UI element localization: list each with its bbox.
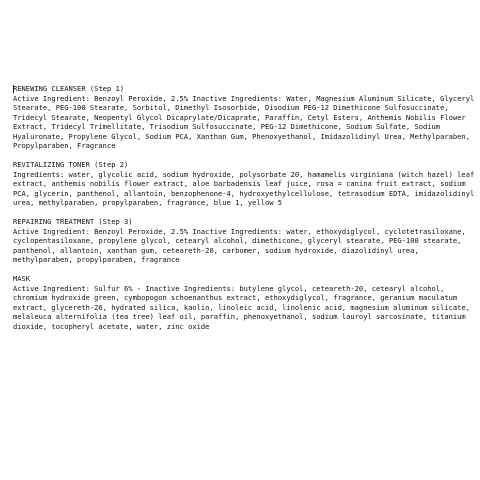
section-ingredients-text: Active Ingredient: Sulfur 6% - Inactive Ingredients: butylene glycol, ceteareth-20, cetearyl alcohol, chromium hydroxide green, cymbopogon schoenanthus extract, ethoxydiglycol, fragrance, geranium maculatum extract, glycereth-26, hydrated silica, kaolin, linoleic acid, linolenic acid, magnesium aluminum silicate, melaleuca alternifolia (tea tree) leaf oil, paraffin, phenoxyethanol, sodium lauroyl sarcosinate, titanium dioxide, tocopheryl acetate, water, zinc oxide xyxy=(13,283,470,331)
section-renewing-cleanser xyxy=(13,84,475,151)
section-repairing-treatment xyxy=(13,217,475,265)
section-heading: MASK xyxy=(13,274,31,283)
section-ingredients-text: Ingredients: water, glycolic acid, sodium hydroxide, polysorbate 20, hamamelis virginiana (witch hazel) leaf extract, anthemis nobilis flower extract, aloe barbadensis leaf juice, rosa = canina fruit extract, sodium PCA, glycerin, panthenol, allantoin, benzophenone-4, hydroxyethylcellulose, tetrasodium EDTA, imidazolidinyl urea, methylparaben, propylparaben, fragrance, blue 1, yellow 5 xyxy=(13,169,475,207)
section-ingredients-text: Active Ingredient: Benzoyl Peroxide, 2.5% Inactive Ingredients: water, ethoxydiglycol, cyclotetrasiloxane, cyclopentasiloxane, propylene glycol, cetearyl alcohol, dimethicone, glyceryl stearate, PEG-100 stearate, panthenol, allantoin, xanthan gum, ceteareth-20, carbomer, sodium hydroxide, diazolidinyl urea, methylparaben, propylparaben, fragrance xyxy=(13,226,466,264)
section-ingredients-text: Active Ingredient: Benzoyl Peroxide, 2.5% Inactive Ingredients: Water, Magnesium Aluminum Silicate, Glyceryl Stearate, PEG-100 Stearate, Sorbitol, Dimethyl Isosorbide, Disodium PEG-12 Dimethicone Sulfosuccinate, Tridecyl Stearate, Neopentyl Glycol Dicaprylate/Dicaprate, Paraffin, Cetyl Esters, Anthemis Nobilis Flower Extract, Tridecyl Trimellitate, Trisodium Sulfosuccinate, PEG-12 Dimethicone, Sodium Sulfate, Sodium Hyaluronate, Propylene Glycol, Sodium PCA, Xanthan Gum, Phenoxyethanol, Imidazolidinyl Urea, Methylparaben, Propylparaben, Fragrance xyxy=(13,93,475,150)
section-heading: RENEWING CLEANSER (Step 1) xyxy=(13,84,125,93)
section-revitalizing-toner xyxy=(13,160,475,208)
section-heading: REPAIRING TREATMENT (Step 3) xyxy=(13,217,133,226)
ingredients-document xyxy=(13,84,475,341)
section-mask xyxy=(13,274,475,331)
section-heading: REVITALIZING TONER (Step 2) xyxy=(13,160,129,169)
